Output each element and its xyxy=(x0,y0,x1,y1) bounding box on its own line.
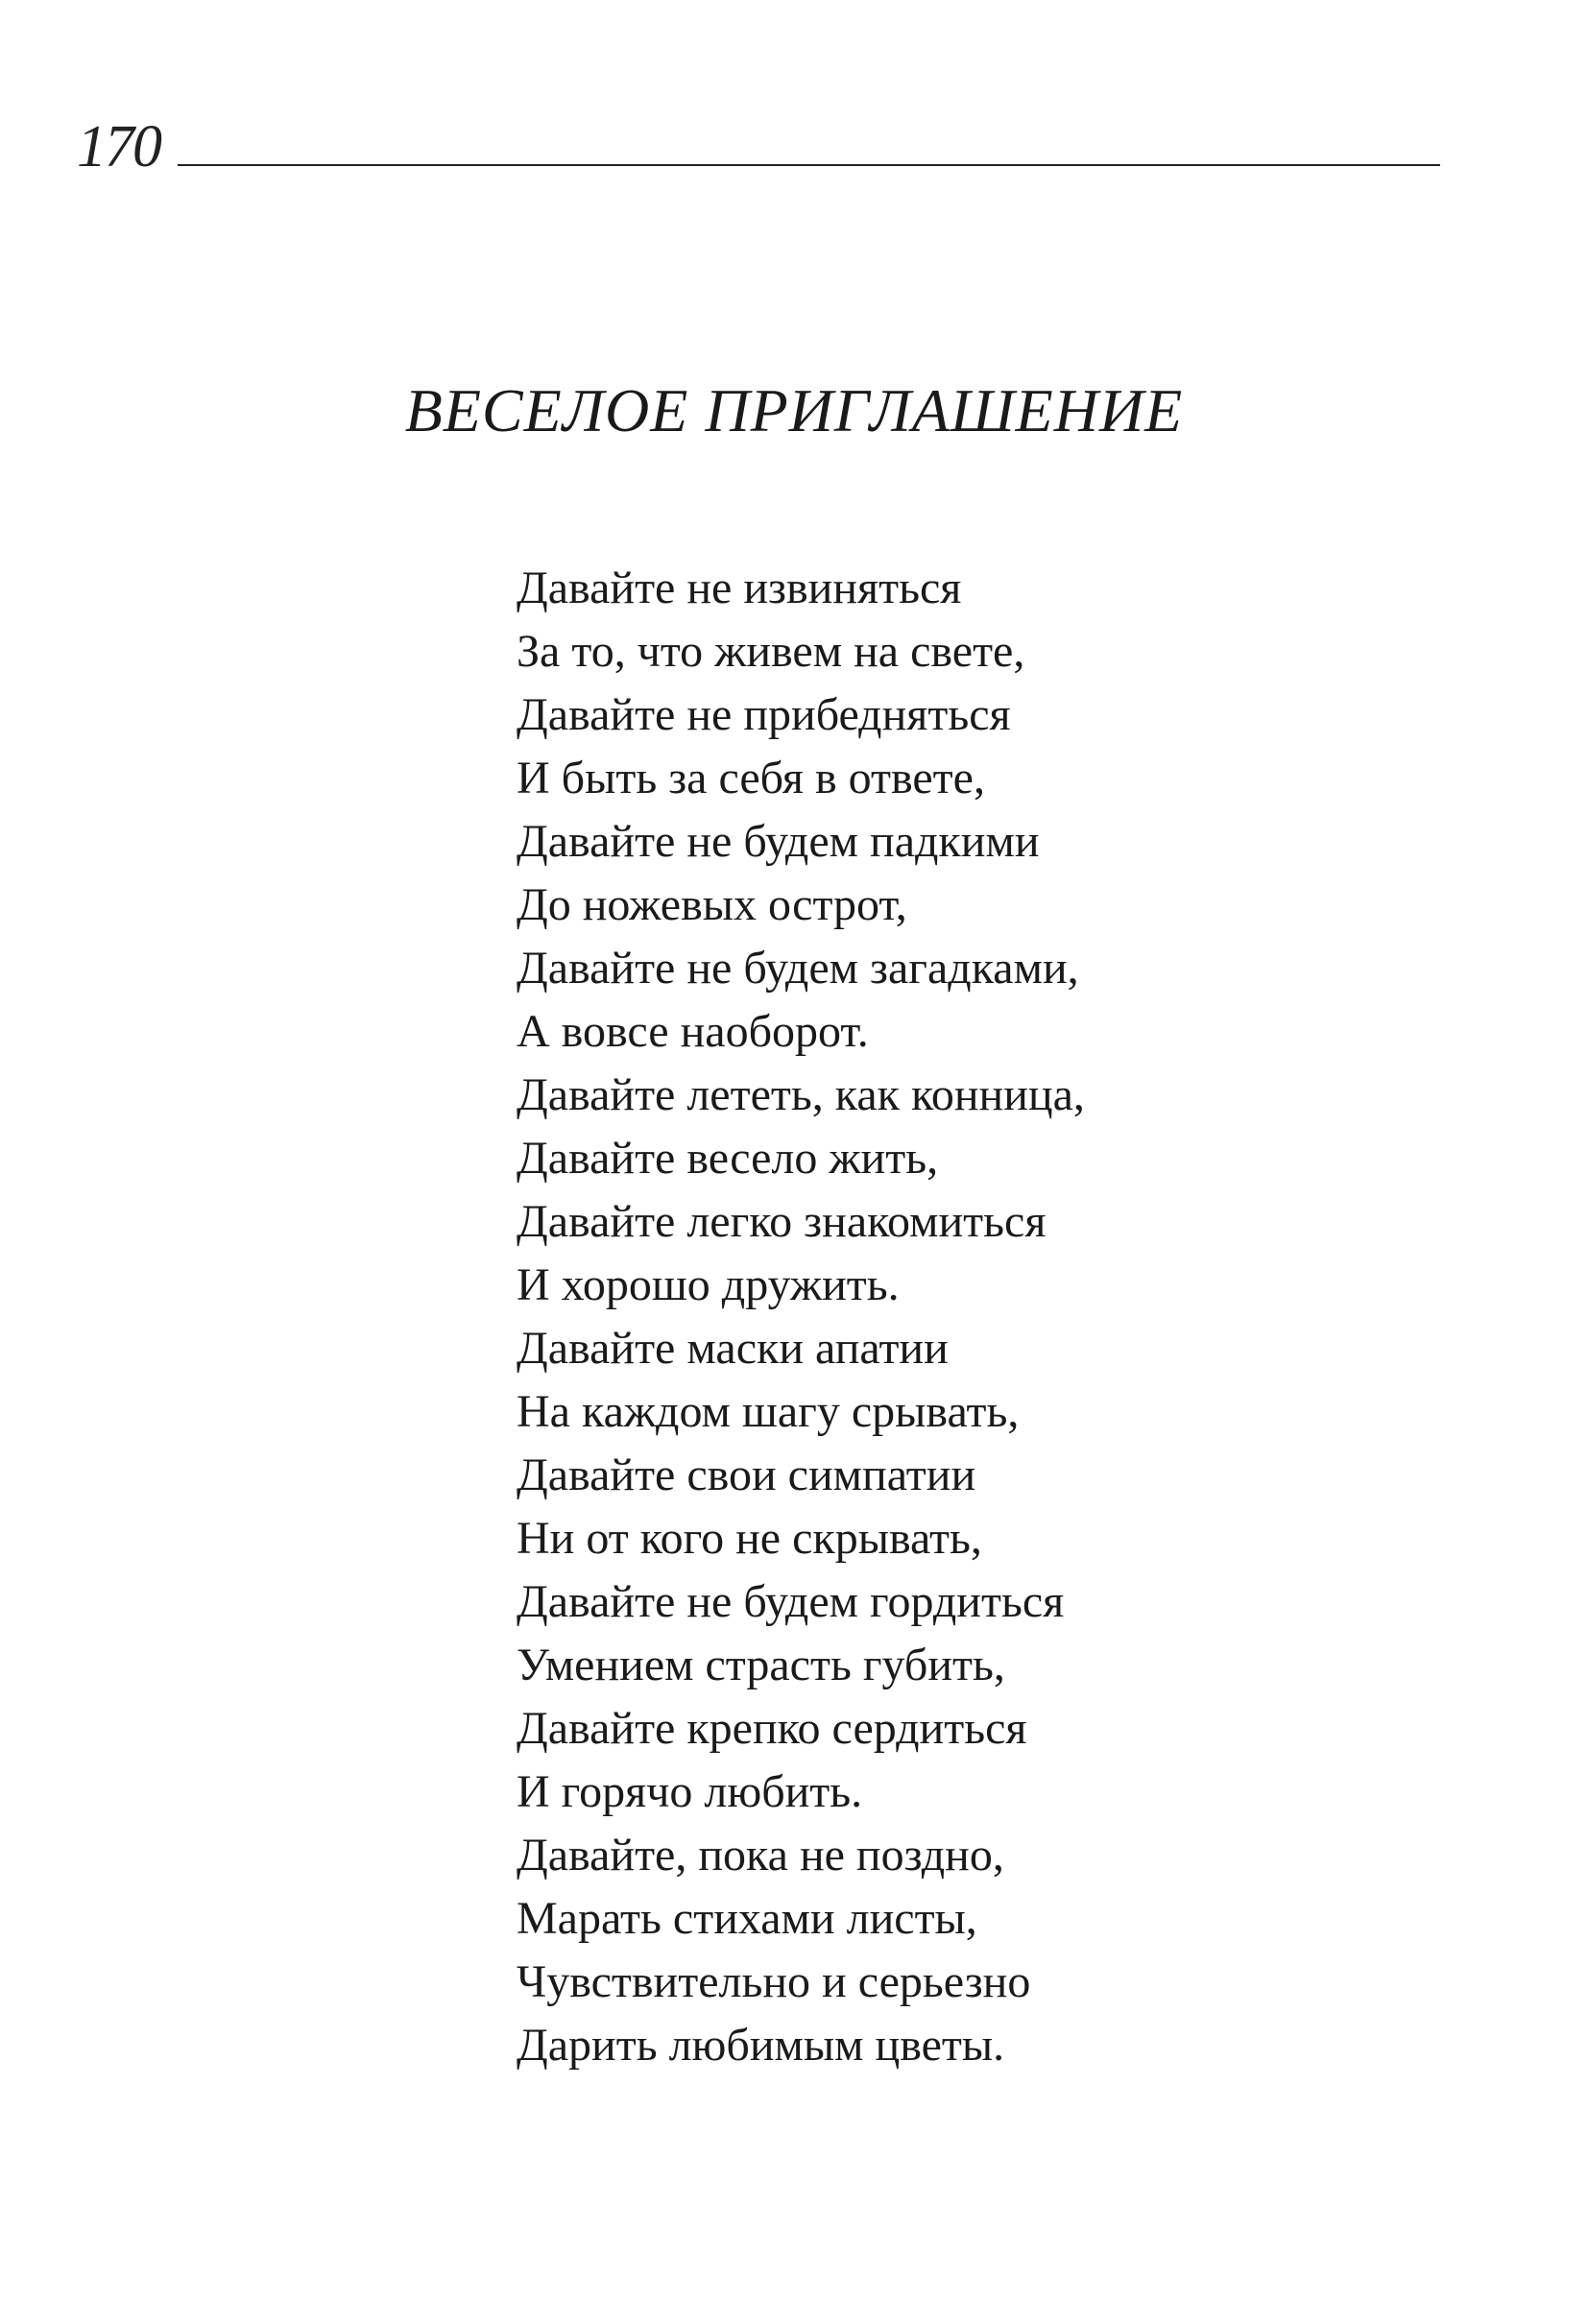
poem-line: И горячо любить. xyxy=(517,1766,863,1817)
poem-line: Давайте крепко сердиться xyxy=(517,1703,1027,1754)
poem-line: Марать стихами листы, xyxy=(517,1893,977,1944)
poem-line: Дарить любимым цветы. xyxy=(517,2020,1005,2071)
page-number: 170 xyxy=(77,114,160,180)
poem-line: Давайте легко знакомиться xyxy=(517,1196,1047,1247)
poem-body xyxy=(517,557,1477,2077)
poem-line: Умением страсть губить, xyxy=(517,1640,1005,1690)
poem-line: А вовсе наоборот. xyxy=(517,1006,869,1057)
poem-line: Давайте не будем загадками, xyxy=(517,943,1079,994)
page-header xyxy=(77,113,1440,180)
poem-line: Давайте свои симпатии xyxy=(517,1450,976,1500)
poem-line: Давайте маски апатии xyxy=(517,1323,949,1374)
poem-line: За то, что живем на свете, xyxy=(517,626,1025,677)
poem-line: Давайте не извиняться xyxy=(517,563,962,613)
poem-line: Ни от кого не скрывать, xyxy=(517,1513,982,1564)
poem-line: На каждом шагу срывать, xyxy=(517,1386,1020,1437)
poem-line: Давайте не прибедняться xyxy=(517,689,1011,740)
poem-line: Давайте не будем падкими xyxy=(517,816,1040,867)
poem-line: И хорошо дружить. xyxy=(517,1259,900,1310)
poem-line: Давайте, пока не поздно, xyxy=(517,1830,1004,1881)
poem-line: Давайте лететь, как конница, xyxy=(517,1069,1085,1120)
header-rule xyxy=(178,164,1440,166)
poem-line: До ножевых острот, xyxy=(517,879,907,930)
poem-title: ВЕСЕЛОЕ ПРИГЛАШЕНИЕ xyxy=(404,376,1184,444)
poem-line: Давайте не будем гордиться xyxy=(517,1576,1065,1627)
poem-line: И быть за себя в ответе, xyxy=(517,753,985,803)
poem-line: Давайте весело жить, xyxy=(517,1133,939,1184)
poem-line: Чувствительно и серьезно xyxy=(517,1956,1031,2007)
